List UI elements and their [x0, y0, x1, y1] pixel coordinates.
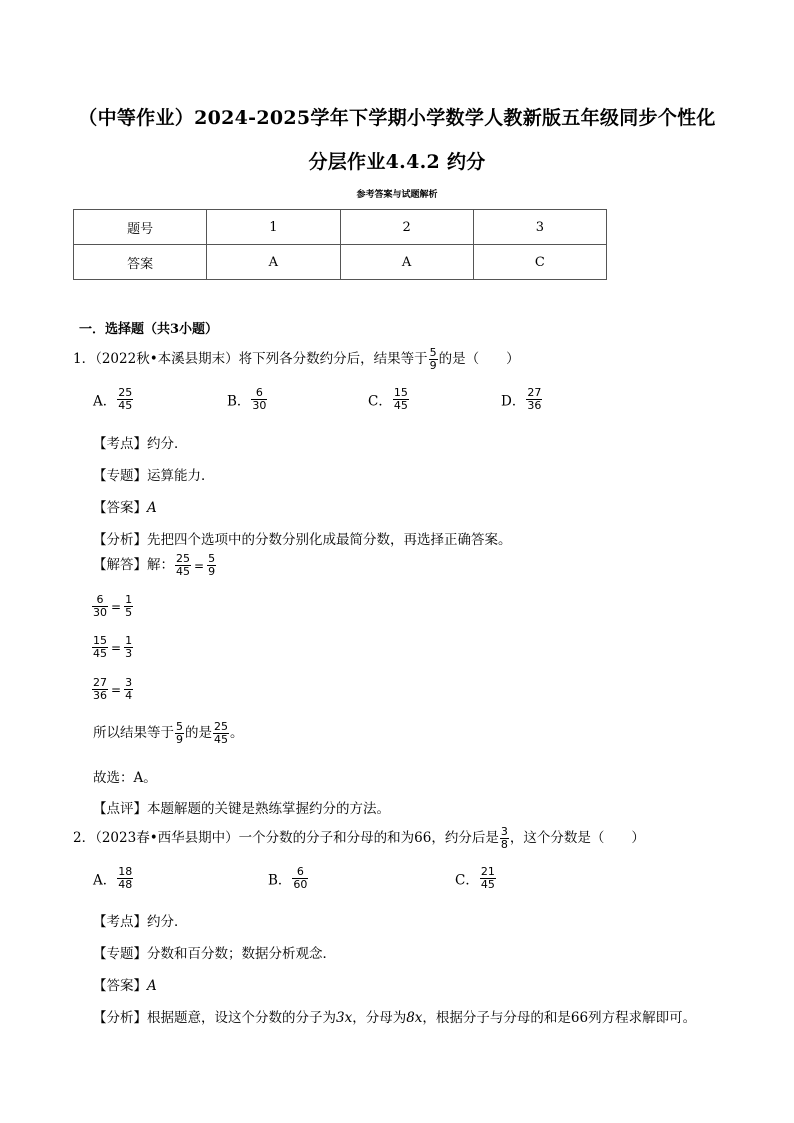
fraction-numerator: 27 [527, 386, 542, 399]
fraction [429, 347, 438, 372]
label-tag: 【解答】 [93, 557, 147, 574]
fraction-denominator: 36 [93, 689, 107, 703]
option-letter: C． [368, 393, 392, 410]
fraction [117, 387, 133, 412]
question-1-option-d [501, 387, 543, 412]
question-1-option-c [368, 387, 410, 412]
equals-sign: = [111, 682, 122, 697]
fraction-numerator: 3 [500, 825, 508, 838]
equals-sign: = [111, 640, 122, 655]
solution-step-3 [91, 635, 134, 660]
solution-step-4 [91, 677, 134, 702]
fraction-numerator: 18 [118, 865, 133, 878]
fraction-denominator: 8 [500, 838, 508, 852]
fraction [207, 553, 216, 578]
label-tag: 【分析】 [93, 532, 147, 548]
solution-step-2 [91, 594, 134, 619]
table-cell: 2 [340, 210, 473, 245]
analysis-text: 先把四个选项中的分数分别化成最简分数，再选择正确答案。 [147, 532, 512, 548]
fraction [213, 721, 229, 746]
answer-table [73, 209, 607, 280]
fraction-numerator: 1 [125, 593, 133, 606]
conclusion-end: 。 [230, 725, 244, 742]
conclusion-mid: 的是 [185, 725, 212, 742]
fraction-numerator: 15 [393, 386, 408, 399]
fraction-denominator: 48 [118, 878, 133, 892]
question-2-option-b [268, 866, 309, 891]
fraction-numerator: 5 [429, 346, 437, 359]
fraction [92, 677, 108, 702]
variable: 3x [336, 1010, 353, 1026]
option-letter: C． [455, 872, 479, 889]
fraction [251, 387, 267, 412]
fraction [124, 594, 133, 619]
fraction-numerator: 6 [292, 866, 308, 879]
question-2-option-a [93, 866, 134, 891]
question-2-zhuanti [93, 942, 336, 962]
option-letter: B． [227, 393, 251, 410]
fraction-denominator: 45 [176, 565, 190, 579]
question-1-stem [73, 347, 520, 372]
answer-table-row-numbers [74, 210, 607, 245]
question-2-stem-end: ，这个分数是（ ） [509, 830, 645, 847]
fraction-numerator: 25 [214, 720, 228, 733]
question-1-stem-end: 的是（ ） [438, 351, 520, 368]
conclusion-text: 所以结果等于 [93, 725, 174, 742]
fraction [393, 387, 409, 412]
fraction-denominator: 4 [125, 689, 133, 703]
table-cell: 1 [207, 210, 340, 245]
equals-sign: = [111, 599, 122, 614]
fraction-denominator: 5 [125, 606, 133, 620]
question-2-analysis [93, 1006, 696, 1026]
fraction-numerator: 5 [208, 552, 216, 565]
label-tag: 【专题】 [93, 468, 147, 484]
table-cell: A [340, 245, 473, 280]
question-2-stem-text: 2．（2023春•西华县期中）一个分数的分子和分母的和为66，约分后是 [73, 830, 499, 847]
fraction-denominator: 60 [293, 878, 308, 892]
answer-value: A [147, 500, 157, 516]
analysis-text: 根据题意，设这个分数的分子为 [147, 1010, 336, 1026]
comment-text: 本题解题的关键是熟练掌握约分的方法。 [147, 801, 390, 817]
variable: 8x [406, 1010, 423, 1026]
question-2-kaodian [93, 910, 188, 930]
label-tag: 【考点】 [93, 914, 147, 930]
option-letter: A． [93, 872, 117, 889]
fraction-denominator: 9 [176, 733, 183, 747]
fraction-numerator: 1 [125, 634, 133, 647]
fraction [92, 635, 108, 660]
fraction [526, 387, 542, 412]
solution-prefix: 解： [147, 557, 174, 574]
fraction-numerator: 25 [118, 386, 133, 399]
question-1-zhuanti [93, 464, 215, 484]
fraction-denominator: 9 [208, 565, 216, 579]
table-cell: C [473, 245, 606, 280]
answer-table-row-answers [74, 245, 607, 280]
analysis-text: ，分母为 [352, 1010, 407, 1026]
label-tag: 【考点】 [93, 436, 147, 452]
fraction [500, 826, 509, 851]
table-cell: 3 [473, 210, 606, 245]
question-1-answer [93, 496, 157, 516]
fraction-numerator: 15 [93, 634, 107, 647]
fraction [175, 553, 191, 578]
fraction-denominator: 45 [480, 878, 495, 892]
fraction-denominator: 9 [429, 359, 437, 373]
table-cell: 答案 [74, 245, 207, 280]
answer-value: A [147, 978, 157, 994]
label-tag: 【专题】 [93, 946, 147, 962]
label-tag: 【分析】 [93, 1010, 147, 1026]
zhuanti-text: 分数和百分数；数据分析观念． [147, 946, 336, 962]
question-2-option-c [455, 866, 497, 891]
label-tag: 【点评】 [93, 801, 147, 817]
document-title-line1: （中等作业）2024-2025学年下学期小学数学人教新版五年级同步个性化 [78, 107, 716, 129]
question-1-option-a [93, 387, 134, 412]
analysis-text: ，根据分子与分母的和是66列方程求解即可。 [422, 1010, 697, 1026]
equals-sign: = [194, 558, 205, 573]
fraction [124, 635, 133, 660]
fraction [480, 866, 496, 891]
fraction-denominator: 30 [93, 606, 107, 620]
fraction-denominator: 30 [252, 399, 267, 413]
label-tag: 【答案】 [93, 978, 147, 994]
table-cell: A [207, 245, 340, 280]
fraction-denominator: 45 [93, 647, 107, 661]
fraction-numerator: 6 [92, 594, 108, 607]
document-subtitle: 参考答案与试题解析 [356, 190, 438, 200]
fraction [124, 677, 133, 702]
option-letter: D． [501, 393, 526, 410]
fraction-denominator: 45 [118, 399, 133, 413]
kaodian-text: 约分． [147, 914, 188, 930]
fraction-numerator: 6 [251, 387, 267, 400]
fraction-denominator: 45 [214, 733, 228, 747]
question-1-solution [93, 553, 217, 578]
fraction-numerator: 21 [480, 865, 495, 878]
question-1-analysis [93, 528, 512, 548]
kaodian-text: 约分． [147, 436, 188, 452]
question-1-kaodian [93, 432, 188, 452]
fraction-numerator: 5 [176, 720, 183, 733]
zhuanti-text: 运算能力． [147, 468, 215, 484]
fraction [175, 721, 184, 746]
section-title: 一．选择题（共3小题） [79, 322, 219, 337]
fraction-numerator: 27 [93, 676, 107, 689]
question-1-stem-text: 1．（2022秋•本溪县期末）将下列各分数约分后，结果等于 [73, 351, 428, 368]
question-1-comment [93, 797, 390, 817]
fraction-numerator: 25 [176, 552, 190, 565]
fraction [292, 866, 308, 891]
option-letter: A． [93, 393, 117, 410]
question-1-conclusion [93, 721, 244, 746]
fraction-denominator: 3 [125, 647, 133, 661]
table-cell: 题号 [74, 210, 207, 245]
fraction-numerator: 3 [125, 676, 133, 689]
question-2-stem [73, 826, 645, 851]
question-1-choose: 故选：A。 [93, 770, 157, 786]
fraction [117, 866, 133, 891]
question-1-option-b [227, 387, 268, 412]
question-2-answer [93, 974, 157, 994]
label-tag: 【答案】 [93, 500, 147, 516]
document-title-line2: 分层作业4.4.2 约分 [308, 151, 486, 173]
fraction [92, 594, 108, 619]
fraction-denominator: 36 [527, 399, 542, 413]
option-letter: B． [268, 872, 292, 889]
fraction-denominator: 45 [393, 399, 408, 413]
